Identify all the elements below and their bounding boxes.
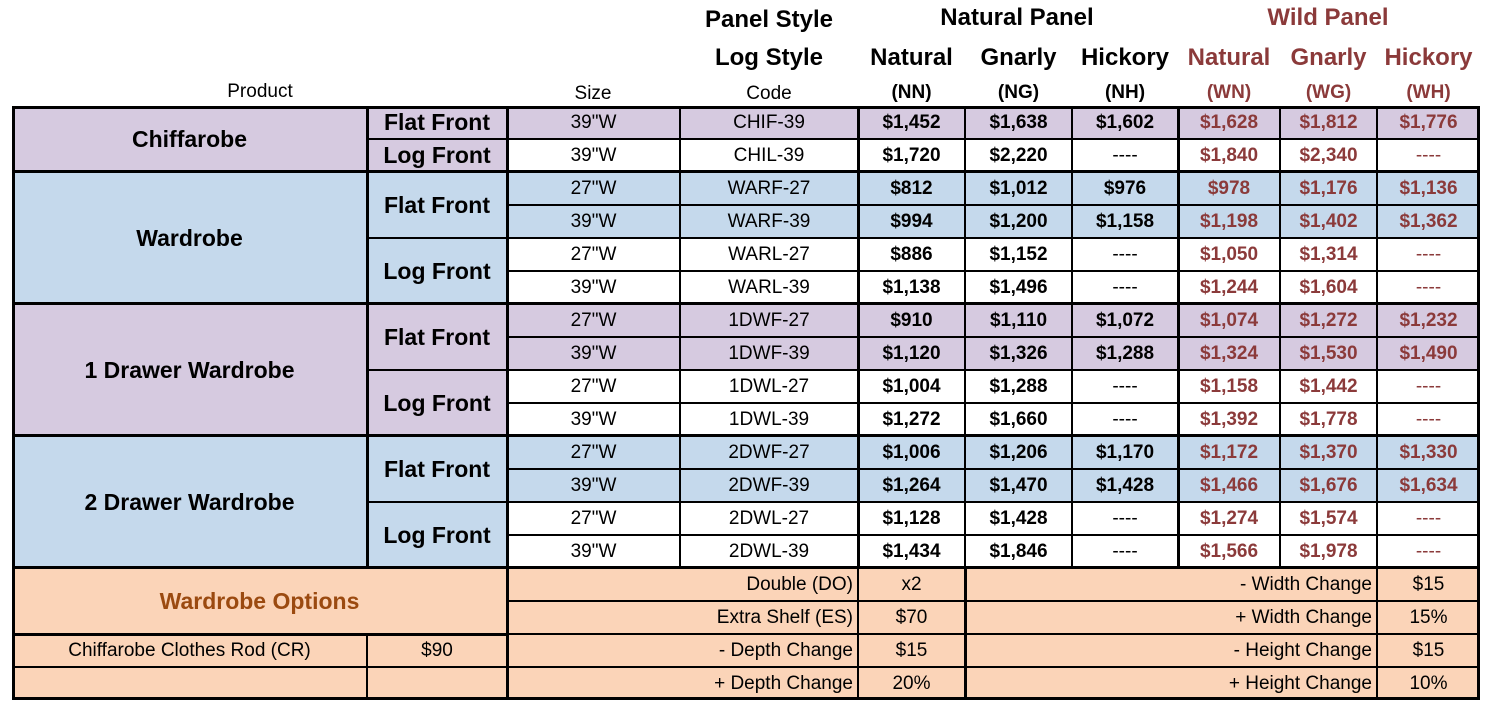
- product-header: Product: [227, 81, 293, 102]
- front-type-label: Flat Front: [367, 436, 507, 502]
- price-cell: $1,158: [1072, 205, 1178, 238]
- price-cell: $1,176: [1280, 172, 1377, 205]
- price-cell: $1,326: [965, 337, 1072, 370]
- price-cell: $1,288: [1072, 337, 1178, 370]
- price-cell: $1,330: [1377, 436, 1480, 469]
- price-cell: $1,720: [858, 139, 965, 172]
- code-cell: CHIL-39: [680, 139, 858, 172]
- price-cell: $1,012: [965, 172, 1072, 205]
- column-header-wg: Gnarly: [1290, 44, 1367, 71]
- section-border: [12, 566, 1480, 569]
- size-cell: 27"W: [507, 502, 680, 535]
- price-cell: $1,170: [1072, 436, 1178, 469]
- code-cell: 2DWF-27: [680, 436, 858, 469]
- column-code: (NG): [997, 82, 1040, 103]
- option-value: $70: [858, 601, 965, 634]
- size-cell: 39"W: [507, 469, 680, 502]
- size-cell: 39"W: [507, 205, 680, 238]
- price-cell: $910: [858, 304, 965, 337]
- price-cell: ----: [1377, 271, 1480, 304]
- price-cell: $1,244: [1178, 271, 1280, 304]
- price-cell: $1,362: [1377, 205, 1480, 238]
- front-type-label: Log Front: [367, 502, 507, 568]
- column-code: (NN): [891, 82, 932, 103]
- code-cell: 1DWF-39: [680, 337, 858, 370]
- price-cell: $1,074: [1178, 304, 1280, 337]
- column-header-wh: Hickory: [1384, 44, 1473, 71]
- price-cell: $1,274: [1178, 502, 1280, 535]
- price-cell: $1,434: [858, 535, 965, 568]
- option-label: + Height Change: [965, 667, 1377, 700]
- column-code: (WG): [1305, 82, 1352, 103]
- section-border: [1177, 106, 1180, 568]
- price-cell: $1,840: [1178, 139, 1280, 172]
- front-type-label: Log Front: [367, 139, 507, 172]
- options-title: Wardrobe Options: [12, 568, 507, 634]
- front-type-label: Flat Front: [367, 106, 507, 139]
- code-cell: 2DWL-39: [680, 535, 858, 568]
- code-cell: 2DWF-39: [680, 469, 858, 502]
- price-cell: $976: [1072, 172, 1178, 205]
- price-cell: $1,272: [858, 403, 965, 436]
- price-cell: $886: [858, 238, 965, 271]
- code-cell: WARL-27: [680, 238, 858, 271]
- price-cell: $1,428: [1072, 469, 1178, 502]
- column-code: (NH): [1104, 82, 1146, 103]
- option-value: 10%: [1377, 667, 1480, 700]
- price-cell: $1,628: [1178, 106, 1280, 139]
- code-cell: WARL-39: [680, 271, 858, 304]
- code-cell: 2DWL-27: [680, 502, 858, 535]
- price-cell: $1,490: [1377, 337, 1480, 370]
- front-type-label: Flat Front: [367, 172, 507, 238]
- section-border: [1477, 106, 1480, 700]
- front-type-label: Log Front: [367, 238, 507, 304]
- price-cell: $1,324: [1178, 337, 1280, 370]
- section-border: [12, 633, 507, 636]
- price-cell: ----: [1377, 535, 1480, 568]
- price-cell: $1,466: [1178, 469, 1280, 502]
- clothes-rod-label: Chiffarobe Clothes Rod (CR): [12, 634, 367, 667]
- price-cell: $1,136: [1377, 172, 1480, 205]
- option-value: 20%: [858, 667, 965, 700]
- section-border: [12, 106, 1480, 109]
- code-cell: 1DWL-39: [680, 403, 858, 436]
- size-cell: 27"W: [507, 436, 680, 469]
- size-cell: 27"W: [507, 238, 680, 271]
- section-border: [964, 568, 967, 700]
- price-cell: $1,978: [1280, 535, 1377, 568]
- product-name: 2 Drawer Wardrobe: [12, 436, 367, 568]
- product-name: 1 Drawer Wardrobe: [12, 304, 367, 436]
- price-cell: $1,172: [1178, 436, 1280, 469]
- price-cell: $2,220: [965, 139, 1072, 172]
- code-cell: 1DWF-27: [680, 304, 858, 337]
- price-cell: $1,152: [965, 238, 1072, 271]
- price-cell: ----: [1072, 271, 1178, 304]
- price-table: [12, 106, 1480, 700]
- code-cell: WARF-27: [680, 172, 858, 205]
- clothes-rod-price: $90: [367, 634, 507, 667]
- section-border: [366, 106, 369, 568]
- size-cell: 27"W: [507, 172, 680, 205]
- size-header: Size: [574, 83, 612, 104]
- price-cell: $1,638: [965, 106, 1072, 139]
- price-cell: $1,004: [858, 370, 965, 403]
- price-cell: $1,676: [1280, 469, 1377, 502]
- price-cell: $1,272: [1280, 304, 1377, 337]
- front-type-label: Log Front: [367, 370, 507, 436]
- price-cell: $978: [1178, 172, 1280, 205]
- option-label: - Depth Change: [507, 634, 858, 667]
- price-cell: ----: [1072, 502, 1178, 535]
- price-cell: $1,634: [1377, 469, 1480, 502]
- price-cell: $1,846: [965, 535, 1072, 568]
- price-cell: $994: [858, 205, 965, 238]
- price-cell: ----: [1072, 370, 1178, 403]
- price-cell: ----: [1377, 370, 1480, 403]
- price-cell: $1,110: [965, 304, 1072, 337]
- price-cell: $1,198: [1178, 205, 1280, 238]
- price-cell: $1,776: [1377, 106, 1480, 139]
- code-cell: 1DWL-27: [680, 370, 858, 403]
- option-value: $15: [1377, 568, 1480, 601]
- price-cell: $1,452: [858, 106, 965, 139]
- panel-style-header: Panel Style: [704, 6, 834, 33]
- option-value: x2: [858, 568, 965, 601]
- price-cell: ----: [1072, 139, 1178, 172]
- price-cell: ----: [1072, 403, 1178, 436]
- price-cell: $1,574: [1280, 502, 1377, 535]
- code-header: Code: [746, 83, 792, 104]
- product-name: Wardrobe: [12, 172, 367, 304]
- size-cell: 27"W: [507, 304, 680, 337]
- price-cell: $1,288: [965, 370, 1072, 403]
- size-cell: 39"W: [507, 535, 680, 568]
- section-border: [12, 302, 1480, 305]
- column-code: (WN): [1206, 82, 1252, 103]
- section-border: [857, 106, 860, 568]
- log-style-header: Log Style: [714, 44, 823, 71]
- price-cell: $1,006: [858, 436, 965, 469]
- price-cell: $1,530: [1280, 337, 1377, 370]
- price-cell: $1,128: [858, 502, 965, 535]
- price-cell: $1,428: [965, 502, 1072, 535]
- price-cell: $1,138: [858, 271, 965, 304]
- wild-panel-header: Wild Panel: [1267, 4, 1389, 31]
- section-border: [506, 106, 509, 700]
- option-label: Extra Shelf (ES): [507, 601, 858, 634]
- price-cell: $1,442: [1280, 370, 1377, 403]
- size-cell: 39"W: [507, 403, 680, 436]
- product-name: Chiffarobe: [12, 106, 367, 172]
- price-cell: $1,660: [965, 403, 1072, 436]
- price-cell: $1,206: [965, 436, 1072, 469]
- price-cell: $812: [858, 172, 965, 205]
- column-header-nh: Hickory: [1080, 44, 1170, 71]
- option-label: + Width Change: [965, 601, 1377, 634]
- price-cell: $1,370: [1280, 436, 1377, 469]
- column-header-nn: Natural: [870, 44, 953, 71]
- price-cell: $1,158: [1178, 370, 1280, 403]
- option-value: 15%: [1377, 601, 1480, 634]
- size-cell: 39"W: [507, 271, 680, 304]
- section-border: [12, 170, 1480, 173]
- price-cell: $2,340: [1280, 139, 1377, 172]
- price-cell: ----: [1072, 535, 1178, 568]
- section-border: [12, 434, 1480, 437]
- price-cell: $1,200: [965, 205, 1072, 238]
- price-cell: $1,120: [858, 337, 965, 370]
- natural-panel-header: Natural Panel: [940, 4, 1094, 31]
- section-border: [12, 697, 1480, 700]
- section-border: [12, 106, 15, 700]
- column-header-wn: Natural: [1187, 44, 1271, 71]
- price-cell: $1,232: [1377, 304, 1480, 337]
- price-cell: $1,602: [1072, 106, 1178, 139]
- price-cell: $1,392: [1178, 403, 1280, 436]
- price-cell: ----: [1377, 403, 1480, 436]
- price-cell: $1,072: [1072, 304, 1178, 337]
- price-cell: $1,778: [1280, 403, 1377, 436]
- price-cell: $1,470: [965, 469, 1072, 502]
- empty-option-cell: [12, 667, 367, 700]
- column-header-ng: Gnarly: [980, 44, 1057, 71]
- size-cell: 39"W: [507, 337, 680, 370]
- price-cell: $1,050: [1178, 238, 1280, 271]
- option-label: + Depth Change: [507, 667, 858, 700]
- price-cell: ----: [1377, 502, 1480, 535]
- price-cell: $1,812: [1280, 106, 1377, 139]
- price-cell: $1,566: [1178, 535, 1280, 568]
- size-cell: 39"W: [507, 139, 680, 172]
- front-type-label: Flat Front: [367, 304, 507, 370]
- price-cell: ----: [1072, 238, 1178, 271]
- column-code: (WH): [1406, 82, 1451, 103]
- size-cell: 27"W: [507, 370, 680, 403]
- price-cell: $1,496: [965, 271, 1072, 304]
- price-cell: ----: [1377, 238, 1480, 271]
- code-cell: CHIF-39: [680, 106, 858, 139]
- price-cell: ----: [1377, 139, 1480, 172]
- option-value: $15: [1377, 634, 1480, 667]
- price-cell: $1,264: [858, 469, 965, 502]
- price-cell: $1,604: [1280, 271, 1377, 304]
- option-label: Double (DO): [507, 568, 858, 601]
- price-cell: $1,314: [1280, 238, 1377, 271]
- option-value: $15: [858, 634, 965, 667]
- size-cell: 39"W: [507, 106, 680, 139]
- option-label: - Width Change: [965, 568, 1377, 601]
- option-label: - Height Change: [965, 634, 1377, 667]
- empty-option-cell: [367, 667, 507, 700]
- price-cell: $1,402: [1280, 205, 1377, 238]
- code-cell: WARF-39: [680, 205, 858, 238]
